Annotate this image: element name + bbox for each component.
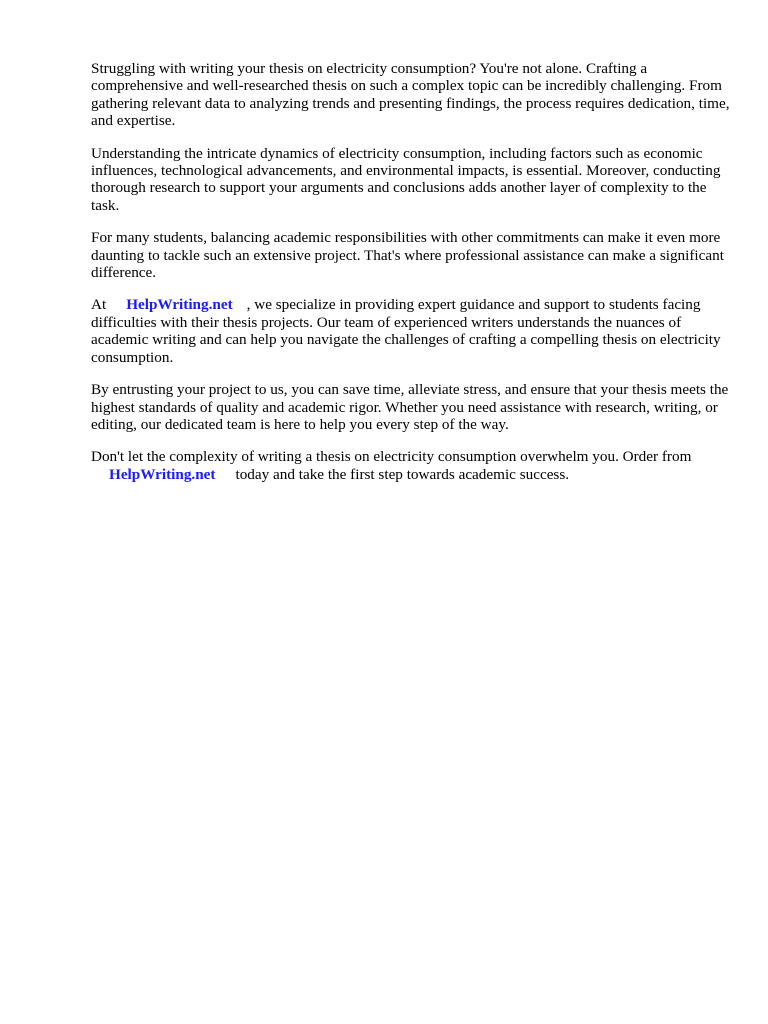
paragraph-benefits: By entrusting your project to us, you can save time, alleviate stress, and ensure that your thesis meets the highest standards of quality and academic rigor. Whether you need assistance with research, writing, or editing, our dedicated team is here to help you every step of the way. [91, 381, 729, 433]
paragraph-service [91, 296, 731, 366]
paragraph-cta-suffix: today and take the first step towards academic success. [235, 465, 570, 483]
paragraph-cta [91, 448, 731, 483]
paragraph-intro: Struggling with writing your thesis on electricity consumption? You're not alone. Crafting a comprehensive and well-researched thesis on such a complex topic can be incredibly challenging. From gathering relevant data to analyzing trends and presenting findings, the process requires dedication, time, and expertise. [91, 60, 730, 130]
helpwriting-link[interactable]: HelpWriting.net [126, 296, 233, 314]
paragraph-service-prefix: At [91, 296, 107, 314]
paragraph-dynamics: Understanding the intricate dynamics of electricity consumption, including factors such as economic influences, technological advancements, and environmental impacts, is essential. Moreover, conducting thorough research to support your arguments and conclusions adds another layer of complexity to the task. [91, 144, 721, 214]
paragraph-cta-prefix: Don't let the complexity of writing a thesis on electricity consumption overwhelm you. Order from [91, 448, 692, 466]
paragraph-service-suffix: , we specialize in providing expert guidance and support to students facing difficulties with their thesis projects. Our team of experienced writers understands the nuances of academic writing and can help you navigate the challenges of crafting a compelling thesis on electricity consumption. [91, 296, 721, 366]
helpwriting-order-link[interactable]: HelpWriting.net [109, 465, 216, 483]
paragraph-students: For many students, balancing academic responsibilities with other commitments can make it even more daunting to tackle such an extensive project. That's where professional assistance can make a significant difference. [91, 229, 724, 282]
document-body [91, 60, 731, 498]
